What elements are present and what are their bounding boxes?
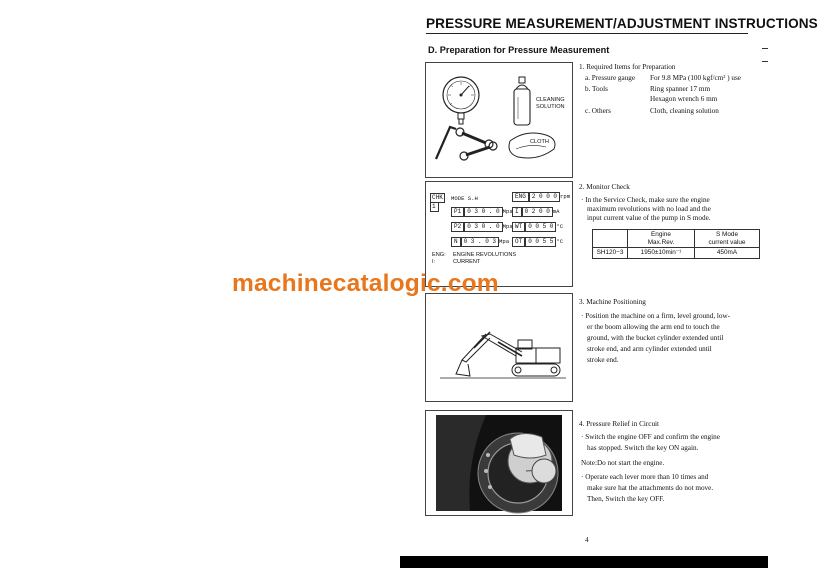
item-value: Cloth, cleaning solution	[650, 107, 719, 115]
item-value: For 9.8 MPa (100 kgf/cm² ) use	[650, 74, 741, 82]
legend-row	[432, 252, 516, 259]
eng-label: ENG	[512, 192, 529, 202]
key-switch-photo	[426, 411, 572, 515]
p2-unit: Mpa	[502, 223, 513, 230]
monitor-legend	[432, 252, 516, 266]
item-value: Hexagon wrench 6 mm	[650, 95, 718, 103]
figure-machine-positioning	[425, 293, 573, 402]
p1-readout	[451, 207, 513, 217]
chk-indicator	[430, 193, 445, 212]
paragraph-line: has stopped. Switch the key ON again.	[587, 444, 699, 452]
step-3-heading: 3. Machine Positioning	[579, 298, 646, 306]
header-line: current value	[708, 238, 746, 246]
page-title: PRESSURE MEASUREMENT/ADJUSTMENT INSTRUCTIONS	[426, 16, 818, 31]
table-row	[593, 248, 760, 259]
step-3-paragraph	[581, 311, 730, 366]
step-2-heading: 2. Monitor Check	[579, 183, 630, 191]
cloth-caption: CLOTH	[530, 139, 549, 145]
ot-unit: °C	[556, 238, 564, 245]
paragraph-line: · Operate each lever more than 10 times and	[581, 473, 709, 481]
paragraph-line: Then, Switch the key OFF.	[587, 495, 665, 503]
paragraph-line: ground, with the bucket cylinder extended until	[587, 334, 724, 342]
ot-readout	[512, 237, 563, 247]
p1-value: 0 3 0 . 0	[464, 207, 502, 217]
list-item	[585, 85, 711, 95]
i-label: I	[512, 207, 522, 217]
ignition-switch-icon	[478, 433, 558, 513]
i-value: 0 2 0 0	[522, 207, 553, 217]
n-value: 0 3 . 0 3	[461, 237, 499, 247]
header-line: Max.Rev.	[647, 238, 675, 246]
tools-illustration	[426, 63, 572, 177]
page-number: 4	[585, 536, 589, 544]
pressure-gauge-icon	[443, 77, 479, 124]
table-header-cell	[628, 230, 695, 248]
paragraph-line: make sure hat the attachments do not move.	[587, 484, 714, 492]
excavator-illustration	[426, 294, 572, 401]
item-label: b. Tools	[585, 85, 608, 93]
table-corner-cell	[593, 230, 628, 248]
wt-label: WT	[512, 222, 525, 232]
step-4-paragraph	[581, 432, 720, 505]
page-edge-tab	[762, 48, 768, 62]
paragraph-line: · In the Service Check, make sure the engine	[581, 196, 710, 204]
wt-readout	[512, 222, 563, 232]
header-line: S Mode	[715, 231, 739, 238]
n-readout	[451, 237, 509, 247]
excavator-icon	[440, 332, 566, 378]
hexagon-wrench-icon	[436, 127, 456, 159]
chk-number: 1	[430, 203, 439, 212]
paragraph-line: input current value of the pump in S mode.	[587, 214, 711, 222]
legend-text: CURRENT	[453, 259, 481, 265]
mode-readout: MODE S.H	[451, 195, 478, 202]
p2-readout	[451, 222, 513, 232]
eng-unit: rpm	[560, 193, 571, 200]
note-line: Note:Do not start the engine.	[581, 459, 665, 467]
eng-value: 2 0 0 0	[529, 192, 560, 202]
ring-spanner-icon	[456, 128, 497, 160]
spec-table	[592, 229, 760, 259]
item-value: Ring spanner 17 mm	[650, 85, 711, 93]
section-heading: D. Preparation for Pressure Measurement	[428, 45, 610, 55]
caption-line-2: SOLUTION	[536, 103, 565, 110]
i-unit: mA	[552, 208, 560, 215]
wt-unit: °C	[556, 223, 564, 230]
step-1-heading: 1. Required Items for Preparation	[579, 63, 676, 71]
p2-value: 0 3 0 . 0	[464, 222, 502, 232]
item-label: c. Others	[585, 107, 611, 115]
ot-label: OT	[512, 237, 525, 247]
figure-required-items	[425, 62, 573, 178]
watermark-text: machinecatalogic.com	[232, 270, 499, 297]
item-label: a. Pressure gauge	[585, 74, 636, 82]
list-item	[585, 74, 741, 85]
table-cell: 450mA	[695, 248, 760, 259]
table-header-cell	[695, 230, 760, 248]
chk-label: CHK	[430, 193, 445, 203]
cleaning-solution-can-icon	[514, 77, 530, 125]
legend-text: ENGINE REVOLUTIONS	[453, 252, 517, 258]
title-underline	[426, 33, 748, 34]
n-unit: Mpa	[499, 238, 510, 245]
ot-value: 0 0 5 5	[525, 237, 556, 247]
p1-label: P1	[451, 207, 464, 217]
header-line: Engine	[651, 231, 671, 238]
bottom-binding-bar	[400, 556, 768, 568]
list-item	[585, 107, 719, 117]
step-4-heading: 4. Pressure Relief in Circuit	[579, 420, 660, 428]
table-cell: 1950±10min⁻¹	[628, 248, 695, 259]
paragraph-line: er the boom allowing the arm end to touch the	[587, 323, 720, 331]
paragraph-line: · Switch the engine OFF and confirm the engine	[581, 433, 720, 441]
p2-label: P2	[451, 222, 464, 232]
legend-row	[432, 259, 516, 266]
figure-key-switch	[425, 410, 573, 516]
paragraph-line: stroke end.	[587, 356, 619, 364]
step-2-paragraph	[581, 196, 711, 223]
paragraph-line: · Position the machine on a firm, level ground, low-	[581, 312, 731, 320]
n-label: N	[451, 237, 461, 247]
legend-key: I:	[432, 259, 436, 265]
paragraph-line: maximum revolutions with no load and the	[587, 205, 711, 213]
legend-key: ENG:	[432, 252, 446, 258]
table-cell: SH120−3	[593, 248, 628, 259]
cleaning-solution-caption	[536, 97, 565, 110]
caption-line-1: CLEANING	[536, 97, 565, 103]
p1-unit: Mpa	[502, 208, 513, 215]
wt-value: 0 0 5 0	[525, 222, 556, 232]
paragraph-line: stroke end, and arm cylinder extended until	[587, 345, 712, 353]
required-items-list	[585, 74, 741, 117]
list-item	[585, 95, 718, 107]
i-readout	[512, 207, 560, 217]
eng-readout	[512, 192, 570, 202]
